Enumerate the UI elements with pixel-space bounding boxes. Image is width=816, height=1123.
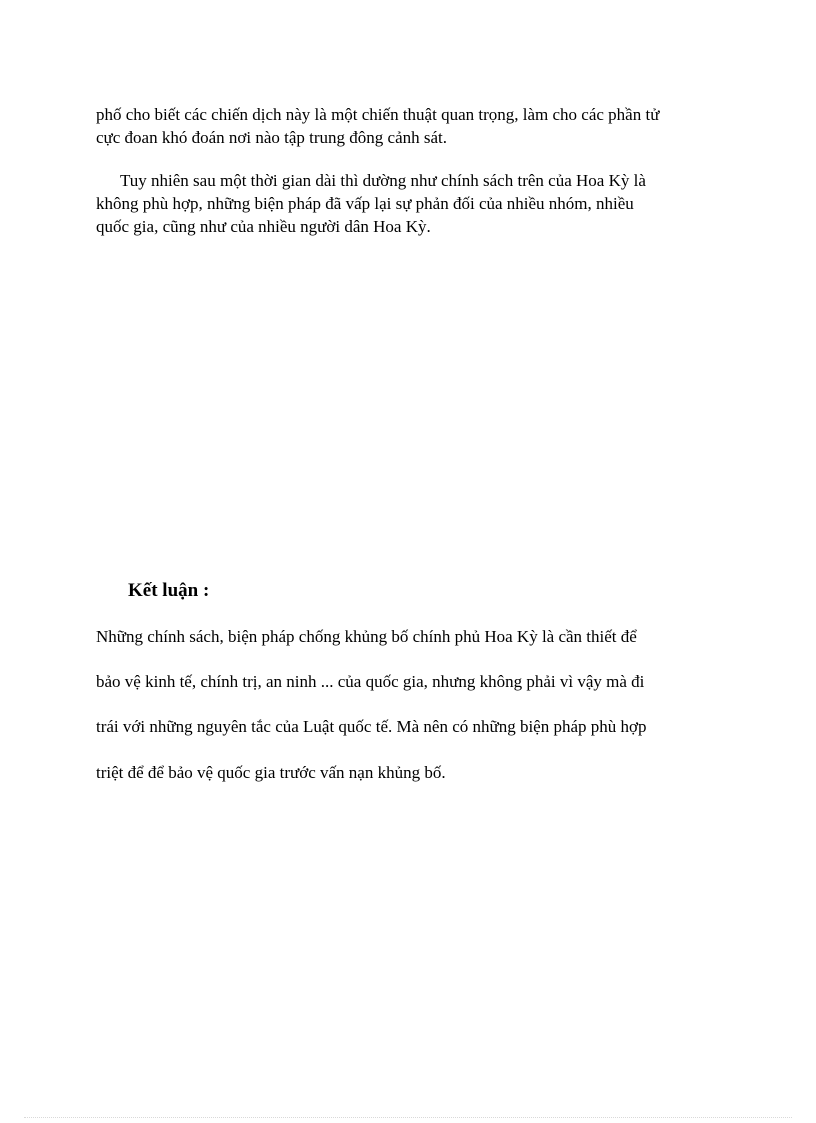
paragraph-2-line-2: không phù hợp, những biện pháp đã vấp lại sự phản đối của nhiều nhóm, nhiều bbox=[96, 194, 634, 213]
conclusion-line-2: bảo vệ kinh tế, chính trị, an ninh ... của quốc gia, nhưng không phải vì vậy mà đi bbox=[96, 672, 645, 691]
paragraph-1-line-2: cực đoan khó đoán nơi nào tập trung đông cảnh sát. bbox=[96, 128, 448, 147]
conclusion-line-1: Những chính sách, biện pháp chống khủng bố chính phủ Hoa Kỳ là cần thiết để bbox=[96, 627, 637, 646]
conclusion-heading: Kết luận : bbox=[128, 580, 210, 601]
conclusion-line-4: triệt để để bảo vệ quốc gia trước vấn nạn khủng bố. bbox=[96, 763, 446, 782]
conclusion-line-3: trái với những nguyên tắc của Luật quốc tế. Mà nên có những biện pháp phù hợp bbox=[96, 717, 647, 736]
paragraph-2-line-1: Tuy nhiên sau một thời gian dài thì dường như chính sách trên của Hoa Kỳ là bbox=[120, 171, 646, 190]
paragraph-2-line-3: quốc gia, cũng như của nhiều người dân Hoa Kỳ. bbox=[96, 217, 431, 236]
page-bottom-divider bbox=[24, 1117, 792, 1118]
paragraph-1-line-1: phố cho biết các chiến dịch này là một chiến thuật quan trọng, làm cho các phần tử bbox=[96, 105, 660, 124]
